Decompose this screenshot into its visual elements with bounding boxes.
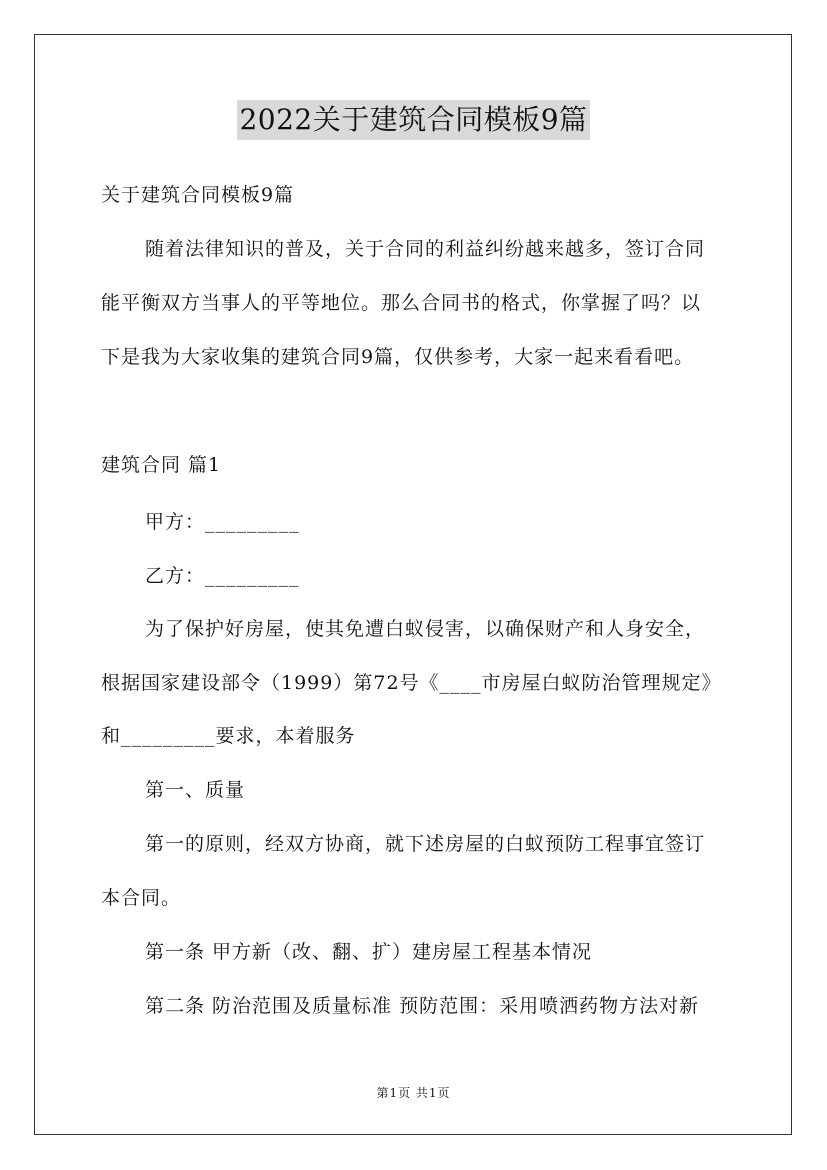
party-b-line: 乙方：_________ — [145, 565, 300, 587]
intro-line-3: 下是我为大家收集的建筑合同9篇，仅供参考，大家一起来看看吧。 — [101, 346, 695, 368]
article-2: 第二条 防治范围及质量标准 预防范围：采用喷洒药物方法对新 — [145, 995, 700, 1017]
document-title: 2022关于建筑合同模板9篇 — [237, 100, 589, 140]
para1-line-1: 为了保护好房屋，使其免遭白蚁侵害，以确保财产和人身安全， — [145, 618, 706, 640]
para2-line-1: 第一的原则，经双方协商，就下述房屋的白蚁预防工程事宜签订 — [145, 833, 706, 855]
section-heading: 建筑合同 篇1 — [101, 454, 222, 476]
para2-line-2: 本合同。 — [101, 887, 182, 909]
intro-line-2: 能平衡双方当事人的平等地位。那么合同书的格式，你掌握了吗？以 — [101, 292, 702, 314]
para1-line-3: 和_________要求，本着服务 — [101, 725, 356, 747]
intro-line-1: 随着法律知识的普及，关于合同的利益纠纷越来越多，签订合同 — [145, 238, 706, 260]
article-1: 第一条 甲方新（改、翻、扩）建房屋工程基本情况 — [145, 941, 593, 963]
para1-line-2: 根据国家建设部令（1999）第72号《____市房屋白蚁防治管理规定》 — [101, 672, 722, 694]
title-container — [0, 100, 827, 140]
document-subtitle: 关于建筑合同模板9篇 — [101, 184, 295, 206]
page-footer: 第1页 共1页 — [376, 1086, 451, 1100]
party-a-line: 甲方：_________ — [145, 511, 300, 533]
item-quality: 第一、质量 — [145, 779, 246, 801]
